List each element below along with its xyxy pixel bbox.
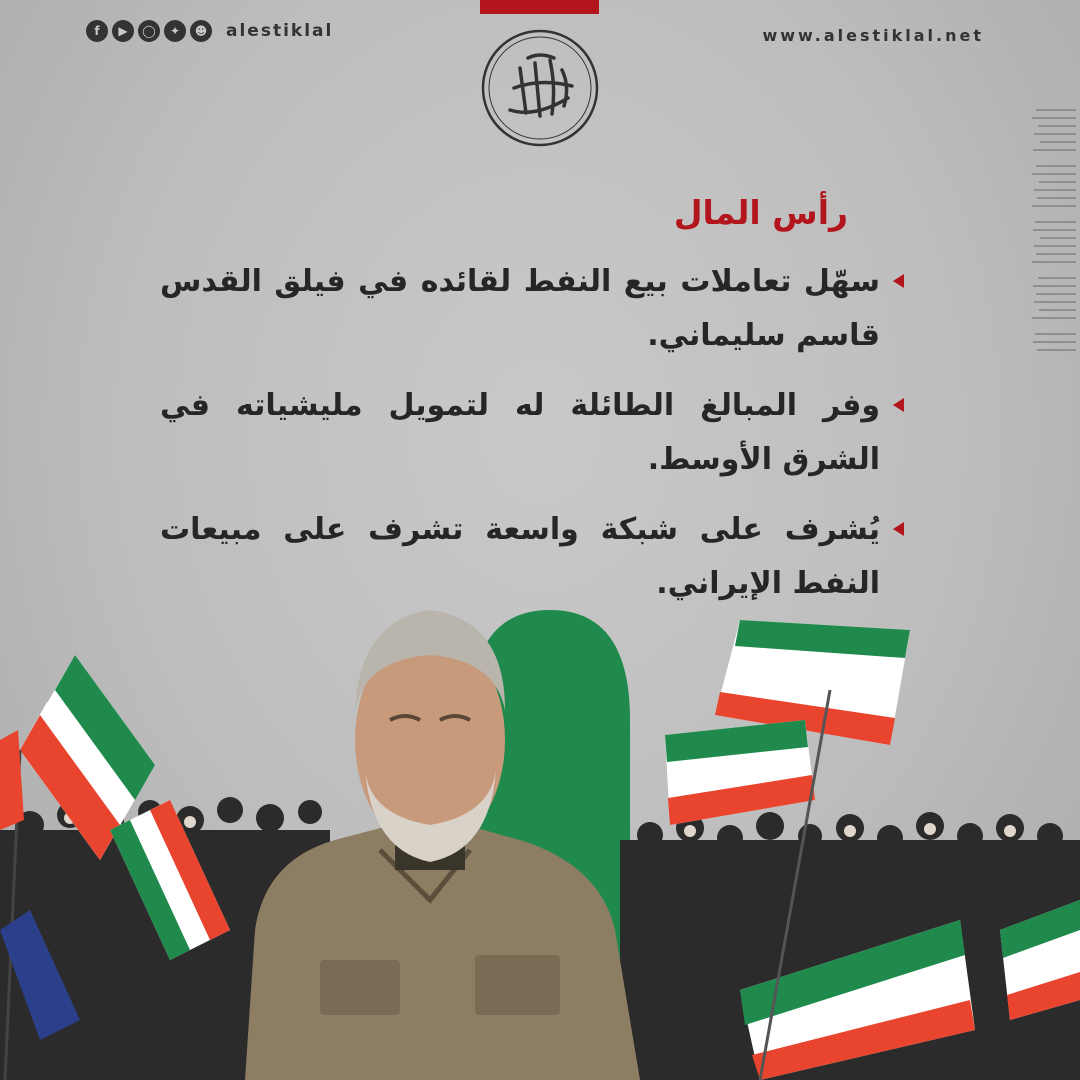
iran-flag-right-top bbox=[715, 620, 910, 745]
youtube-icon[interactable]: ▶ bbox=[112, 20, 134, 42]
facebook-icon[interactable]: f bbox=[86, 20, 108, 42]
bullet-list bbox=[160, 255, 880, 627]
website-url[interactable]: www.alestiklal.net bbox=[762, 26, 984, 45]
bullet-arrow-icon bbox=[893, 274, 904, 288]
bullet-arrow-icon bbox=[893, 398, 904, 412]
bullet-item bbox=[160, 503, 880, 611]
bullet-item bbox=[160, 379, 880, 487]
bullet-text: سهّل تعاملات بيع النفط لقائده في فيلق القدس قاسم سليماني. bbox=[160, 264, 880, 353]
rally-photo bbox=[0, 600, 1080, 1080]
headline: رأس المال bbox=[673, 193, 848, 232]
logo-seal bbox=[480, 28, 600, 148]
bullet-text: وفر المبالغ الطائلة له لتمويل مليشياته في الشرق الأوسط. bbox=[160, 388, 880, 477]
bullet-item bbox=[160, 255, 880, 363]
social-links bbox=[86, 20, 333, 42]
bullet-text: يُشرف على شبكة واسعة تشرف على مبيعات النفط الإيراني. bbox=[160, 512, 880, 601]
iran-flag-right-mid bbox=[665, 720, 815, 825]
social-handle: alestiklal bbox=[226, 21, 334, 41]
instagram-icon[interactable]: ◯ bbox=[138, 20, 160, 42]
twitter-icon[interactable]: ✦ bbox=[164, 20, 186, 42]
snapchat-icon[interactable]: ☻ bbox=[190, 20, 212, 42]
newsprint-decoration bbox=[1030, 105, 1080, 365]
bullet-arrow-icon bbox=[893, 522, 904, 536]
top-accent-bar bbox=[480, 0, 599, 14]
